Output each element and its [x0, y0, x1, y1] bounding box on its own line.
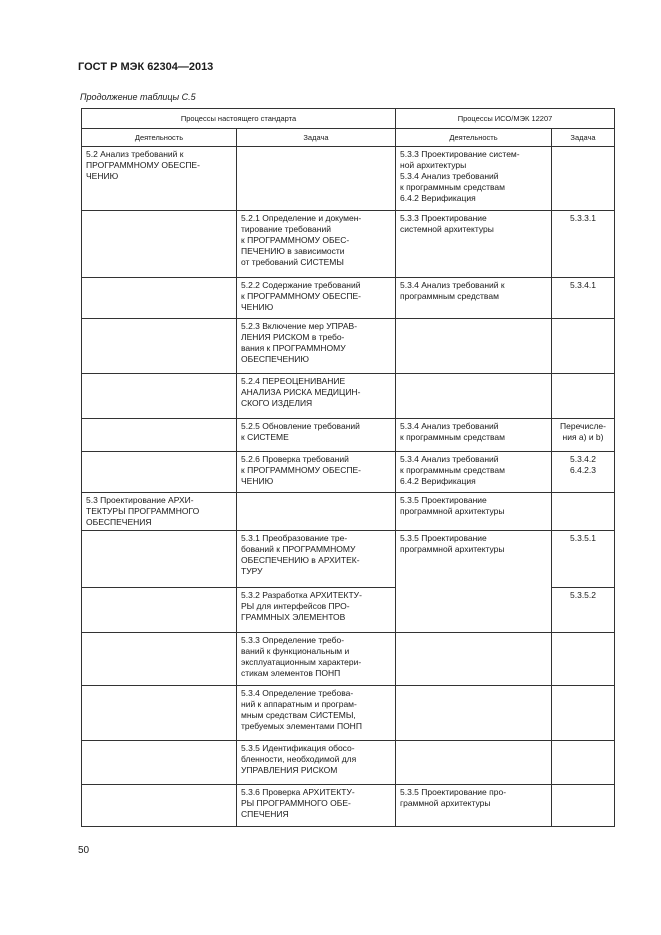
task-cell: 5.3.2 Разработка АРХИТЕКТУ- РЫ для интерфейсов ПРО- ГРАММНЫХ ЭЛЕМЕНТОВ	[237, 588, 396, 633]
table-row	[82, 588, 615, 633]
mapping-table	[81, 108, 615, 827]
column-header-iso-task: Задача	[552, 129, 615, 147]
activity-cell	[82, 741, 237, 785]
task-cell	[237, 493, 396, 531]
iso-task-cell	[552, 785, 615, 827]
column-header-activity: Деятельность	[82, 129, 237, 147]
task-cell: 5.2.5 Обновление требований к СИСТЕМЕ	[237, 419, 396, 452]
activity-cell	[82, 211, 237, 278]
iso-task-cell: 5.3.4.1	[552, 278, 615, 319]
column-header-task: Задача	[237, 129, 396, 147]
activity-cell	[82, 278, 237, 319]
task-cell: 5.2.3 Включение мер УПРАВ- ЛЕНИЯ РИСКОМ в требо- вания к ПРОГРАММНОМУ ОБЕСПЕЧЕНИЮ	[237, 319, 396, 374]
column-header-iso-activity: Деятельность	[396, 129, 552, 147]
iso-task-cell: 5.3.3.1	[552, 211, 615, 278]
iso-activity-cell: 5.3.4 Анализ требований к программным средствам	[396, 419, 552, 452]
iso-activity-cell: 5.3.5 Проектирование программной архитектуры	[396, 493, 552, 531]
task-cell	[237, 147, 396, 211]
iso-activity-cell	[396, 741, 552, 785]
table-row	[82, 633, 615, 686]
table-row	[82, 147, 615, 211]
iso-activity-cell: 5.3.4 Анализ требований к программным средствам	[396, 278, 552, 319]
iso-activity-cell	[396, 588, 552, 633]
iso-activity-cell	[396, 374, 552, 419]
activity-cell: 5.3 Проектирование АРХИ- ТЕКТУРЫ ПРОГРАММНОГО ОБЕСПЕЧЕНИЯ	[82, 493, 237, 531]
iso-task-cell: 5.3.5.2	[552, 588, 615, 633]
task-cell: 5.3.3 Определение требо- ваний к функциональным и эксплуатационным характери- стикам элементов ПОНП	[237, 633, 396, 686]
iso-activity-cell	[396, 319, 552, 374]
iso-task-cell	[552, 741, 615, 785]
iso-task-cell	[552, 374, 615, 419]
group-header-this-standard: Процессы настоящего стандарта	[82, 109, 396, 129]
activity-cell: 5.2 Анализ требований к ПРОГРАММНОМУ ОБЕСПЕ- ЧЕНИЮ	[82, 147, 237, 211]
table-row	[82, 785, 615, 827]
task-cell: 5.2.6 Проверка требований к ПРОГРАММНОМУ ОБЕСПЕ- ЧЕНИЮ	[237, 452, 396, 493]
iso-activity-cell	[396, 686, 552, 741]
iso-task-cell	[552, 147, 615, 211]
task-cell: 5.2.4 ПЕРЕОЦЕНИВАНИЕ АНАЛИЗА РИСКА МЕДИЦИН- СКОГО ИЗДЕЛИЯ	[237, 374, 396, 419]
activity-cell	[82, 588, 237, 633]
iso-activity-cell: 5.3.5 Проектирование программной архитектуры	[396, 531, 552, 588]
iso-task-cell	[552, 493, 615, 531]
page-number: 50	[78, 845, 90, 856]
task-cell: 5.3.6 Проверка АРХИТЕКТУ- РЫ ПРОГРАММНОГО ОБЕ- СПЕЧЕНИЯ	[237, 785, 396, 827]
table-row	[82, 741, 615, 785]
iso-activity-cell	[396, 633, 552, 686]
table-row	[82, 319, 615, 374]
table-row	[82, 211, 615, 278]
table-row	[82, 531, 615, 588]
iso-task-cell: 5.3.4.2 6.4.2.3	[552, 452, 615, 493]
iso-task-cell: Перечисле- ния a) и b)	[552, 419, 615, 452]
table-continuation-caption: Продолжение таблицы С.5	[80, 92, 196, 102]
table-row	[82, 419, 615, 452]
table-row	[82, 278, 615, 319]
activity-cell	[82, 785, 237, 827]
task-cell: 5.3.5 Идентификация обосо- бленности, необходимой для УПРАВЛЕНИЯ РИСКОМ	[237, 741, 396, 785]
table-row	[82, 374, 615, 419]
task-cell: 5.2.2 Содержание требований к ПРОГРАММНОМУ ОБЕСПЕ- ЧЕНИЮ	[237, 278, 396, 319]
task-cell: 5.2.1 Определение и докумен- тирование требований к ПРОГРАММНОМУ ОБЕС- ПЕЧЕНИЮ в зависимости от требований СИСТЕМЫ	[237, 211, 396, 278]
iso-task-cell	[552, 319, 615, 374]
iso-task-cell	[552, 686, 615, 741]
task-cell: 5.3.1 Преобразование тре- бований к ПРОГРАММНОМУ ОБЕСПЕЧЕНИЮ в АРХИТЕК- ТУРУ	[237, 531, 396, 588]
activity-cell	[82, 374, 237, 419]
iso-activity-cell: 5.3.4 Анализ требований к программным средствам 6.4.2 Верификация	[396, 452, 552, 493]
group-header-iso-12207: Процессы ИСО/МЭК 12207	[396, 109, 615, 129]
activity-cell	[82, 452, 237, 493]
task-cell: 5.3.4 Определение требова- ний к аппаратным и програм- мным средствам СИСТЕМЫ, требуемых элементами ПОНП	[237, 686, 396, 741]
iso-task-cell	[552, 633, 615, 686]
activity-cell	[82, 419, 237, 452]
iso-activity-cell: 5.3.3 Проектирование системной архитектуры	[396, 211, 552, 278]
iso-task-cell: 5.3.5.1	[552, 531, 615, 588]
table-row	[82, 452, 615, 493]
table-row	[82, 686, 615, 741]
document-title: ГОСТ Р МЭК 62304—2013	[78, 61, 214, 73]
activity-cell	[82, 686, 237, 741]
iso-activity-cell: 5.3.5 Проектирование про- граммной архитектуры	[396, 785, 552, 827]
activity-cell	[82, 633, 237, 686]
iso-activity-cell: 5.3.3 Проектирование систем- ной архитектуры 5.3.4 Анализ требований к программным средствам 6.4.2 Верификация	[396, 147, 552, 211]
table-row	[82, 493, 615, 531]
activity-cell	[82, 531, 237, 588]
activity-cell	[82, 319, 237, 374]
